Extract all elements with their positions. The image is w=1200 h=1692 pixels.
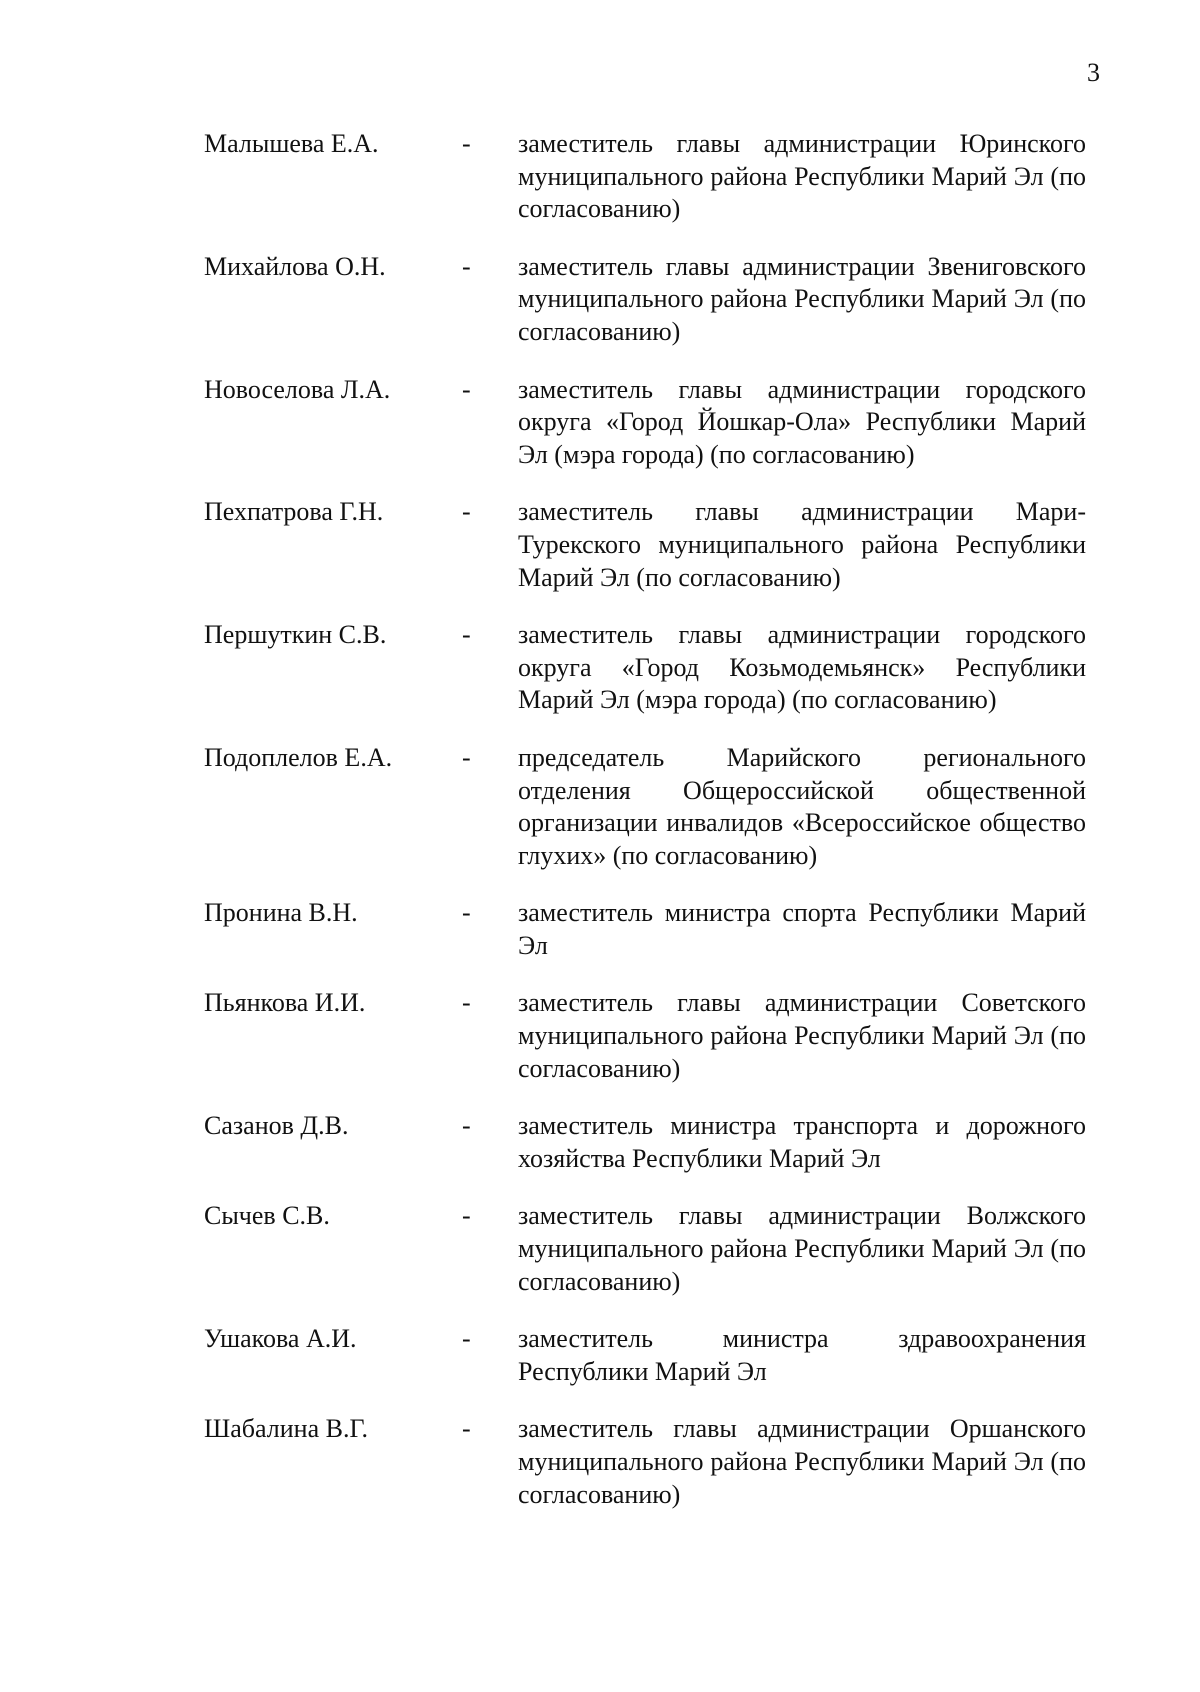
member-name: Пехпатрова Г.Н. [204, 497, 384, 527]
member-dash: - [462, 988, 471, 1018]
member-row [0, 619, 1200, 717]
member-dash: - [462, 1414, 471, 1444]
member-role: заместитель главы администрации Звениговского муниципального района Республики Марий Эл (по согласованию) [518, 251, 1086, 346]
member-role: заместитель министра спорта Республики Марий Эл [518, 898, 1086, 960]
member-row [0, 496, 1200, 594]
member-name: Першуткин С.В. [204, 620, 387, 650]
member-role: заместитель министра транспорта и дорожного хозяйства Республики Марий Эл [518, 1111, 1086, 1173]
member-dash: - [462, 251, 471, 281]
page-number: 3 [1087, 58, 1100, 87]
member-name: Ушакова А.И. [204, 1324, 357, 1354]
member-name: Шабалина В.Г. [204, 1414, 369, 1444]
member-role: заместитель главы администрации городского округа «Город Козьмодемьянск» Республики Марий Эл (мэра города) (по согласованию) [518, 620, 1086, 715]
member-row [0, 374, 1200, 472]
member-name: Новоселова Л.А. [204, 374, 391, 404]
member-name: Сычев С.В. [204, 1201, 330, 1231]
member-dash: - [462, 1111, 471, 1141]
member-name: Пронина В.Н. [204, 898, 358, 928]
member-name: Сазанов Д.В. [204, 1111, 349, 1141]
member-role: заместитель главы администрации Юринского муниципального района Республики Марий Эл (по согласованию) [518, 129, 1086, 224]
member-row [0, 1413, 1200, 1511]
member-dash: - [462, 129, 471, 158]
member-dash: - [462, 1201, 471, 1231]
member-row [0, 1110, 1200, 1175]
member-role: заместитель главы администрации Мари-Турекского муниципального района Республики Марий Эл (по согласованию) [518, 497, 1086, 592]
member-row [0, 1323, 1200, 1388]
member-row [0, 1200, 1200, 1298]
member-role: заместитель министра здравоохранения Республики Марий Эл [518, 1324, 1086, 1386]
member-row [0, 897, 1200, 962]
member-dash: - [462, 620, 471, 650]
member-row [0, 128, 1200, 226]
member-row [0, 742, 1200, 872]
member-role: заместитель главы администрации городского округа «Город Йошкар-Ола» Республики Марий Эл (мэра города) (по согласованию) [518, 374, 1086, 469]
member-dash: - [462, 374, 471, 404]
member-dash: - [462, 742, 471, 772]
member-name: Подоплелов Е.А. [204, 742, 393, 772]
members-list [0, 128, 1200, 1536]
member-name: Пьянкова И.И. [204, 988, 366, 1018]
member-dash: - [462, 1324, 471, 1354]
member-dash: - [462, 898, 471, 928]
member-role: заместитель главы администрации Оршанского муниципального района Республики Марий Эл (по согласованию) [518, 1414, 1086, 1509]
member-role: заместитель главы администрации Волжского муниципального района Республики Марий Эл (по согласованию) [518, 1201, 1086, 1296]
member-row [0, 251, 1200, 349]
member-dash: - [462, 497, 471, 527]
member-role: председатель Марийского регионального отделения Общероссийской общественной организации инвалидов «Всероссийское общество глухих» (по согласованию) [518, 742, 1086, 870]
member-name: Михайлова О.Н. [204, 251, 386, 281]
member-name: Малышева Е.А. [204, 129, 379, 158]
member-row [0, 987, 1200, 1085]
member-role: заместитель главы администрации Советского муниципального района Республики Марий Эл (по согласованию) [518, 988, 1086, 1083]
